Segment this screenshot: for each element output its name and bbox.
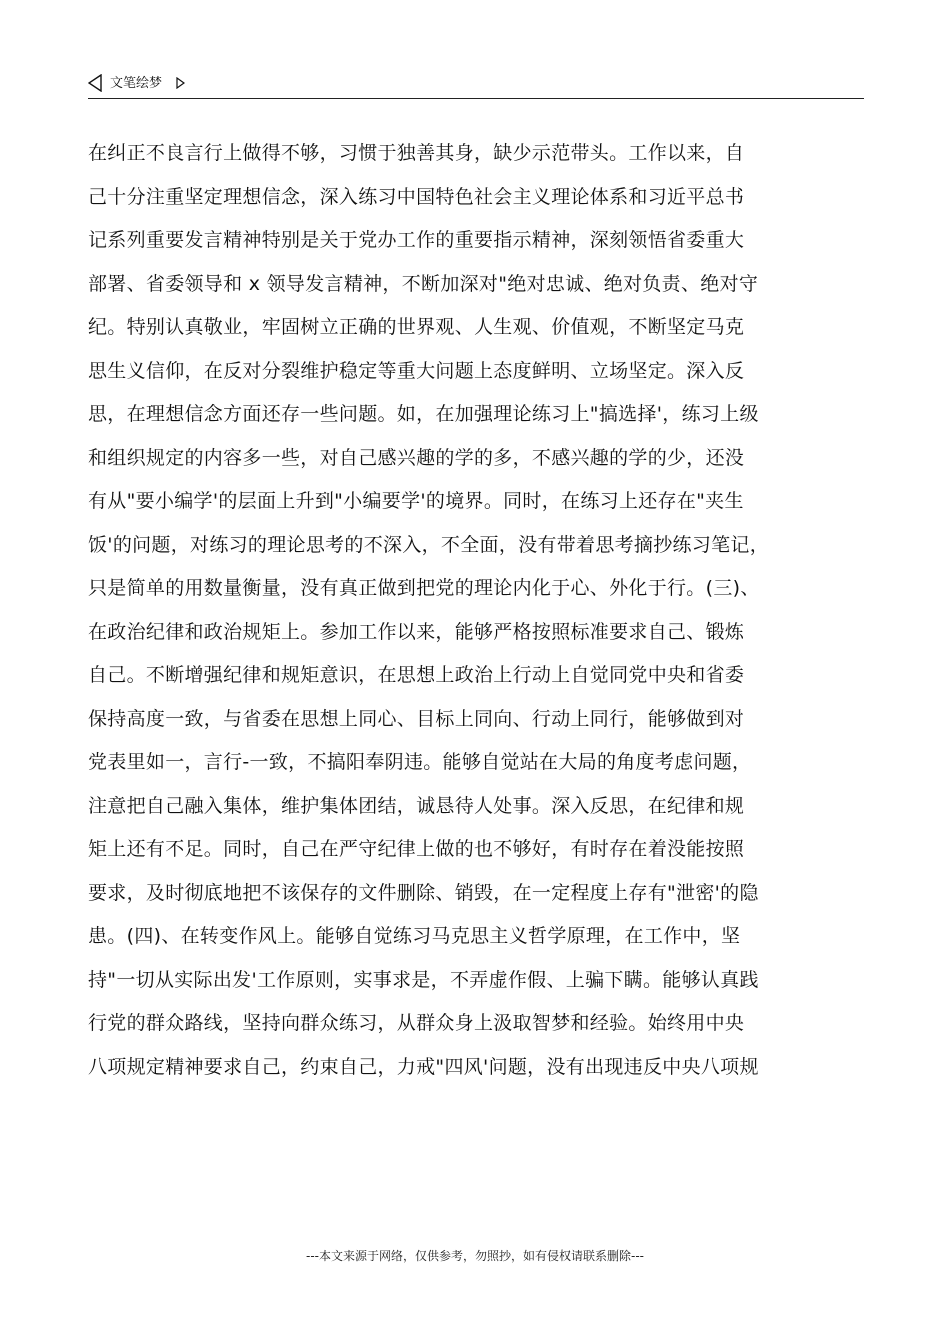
text-line: 自己。不断增强纪律和规矩意识，在思想上政治上行动上自觉同党中央和省委 [88,664,745,686]
text-line: 纪。特别认真敬业，牢固树立正确的世界观、人生观、价值观，不断坚定马克 [88,316,745,338]
text-line: 只是简单的用数量衡量，没有真正做到把党的理论内化于心、外化于行。(三)、 [88,577,760,599]
text-line: 己十分注重坚定理想信念，深入练习中国特色社会主义理论体系和习近平总书 [88,185,745,208]
right-triangle-icon [176,77,185,89]
footer-disclaimer: ---本文来源于网络，仅供参考，勿照抄，如有侵权请联系删除--- [306,1249,644,1263]
text-line: 行党的群众路线，坚持向群众练习，从群众身上汲取智梦和经验。始终用中央 [88,1012,745,1034]
text-line: 思，在理想信念方面还存一些问题。如，在加强理论练习上"搞选择'，练习上级 [88,403,759,425]
text-line: 在政治纪律和政治规矩上。参加工作以来，能够严格按照标准要求自己、锻炼 [88,620,745,643]
text-line: 患。(四)、在转变作风上。能够自觉练习马克思主义哲学原理，在工作中，坚 [88,925,741,947]
text-line: 要求，及时彻底地把不该保存的文件删除、销毁，在一定程度上存有"泄密'的隐 [88,881,759,904]
text-line: 思生义信仰，在反对分裂维护稳定等重大问题上态度鲜明、立场坚定。深入反 [88,359,745,382]
body-text [88,132,868,1089]
text-line: 饭'的问题，对练习的理论思考的不深入，不全面，没有带着思考摘抄练习笔记， [88,533,770,556]
text-line: 记系列重要发言精神特别是关于党办工作的重要指示精神，深刻领悟省委重大 [88,229,745,251]
text-line: 注意把自己融入集体，维护集体团结，诚恳待人处事。深入反思，在纪律和规 [88,794,745,817]
left-triangle-icon [88,74,102,92]
text-line: 有从"要小编学'的层面上升到"小编要学'的境界。同时，在练习上还存在"夹生 [88,490,744,512]
text-line: 和组织规定的内容多一些，对自己感兴趣的学的多，不感兴趣的学的少，还没 [88,446,745,469]
text-line: 部署、省委领导和 x 领导发言精神，不断加深对"绝对忠诚、绝对负责、绝对守 [88,272,759,295]
text-line: 党表里如一，言行-一致，不搞阳奉阴违。能够自觉站在大局的角度考虑问题， [88,751,752,773]
text-line: 在纠正不良言行上做得不够，习惯于独善其身，缺少示范带头。工作以来，自 [88,142,745,164]
text-line: 保持高度一致，与省委在思想上同心、目标上同向、行动上同行，能够做到对 [88,707,745,730]
text-line: 八项规定精神要求自己，约束自己，力戒"四风'问题，没有出现违反中央八项规 [88,1055,759,1078]
page-header [88,72,864,99]
text-line: 持"一切从实际出发'工作原则，实事求是，不弄虚作假、上骗下瞒。能够认真践 [88,968,759,991]
header-title: 文笔绘梦 [110,76,163,91]
text-line: 矩上还有不足。同时，自己在严守纪律上做的也不够好，有时存在着没能按照 [88,838,745,860]
